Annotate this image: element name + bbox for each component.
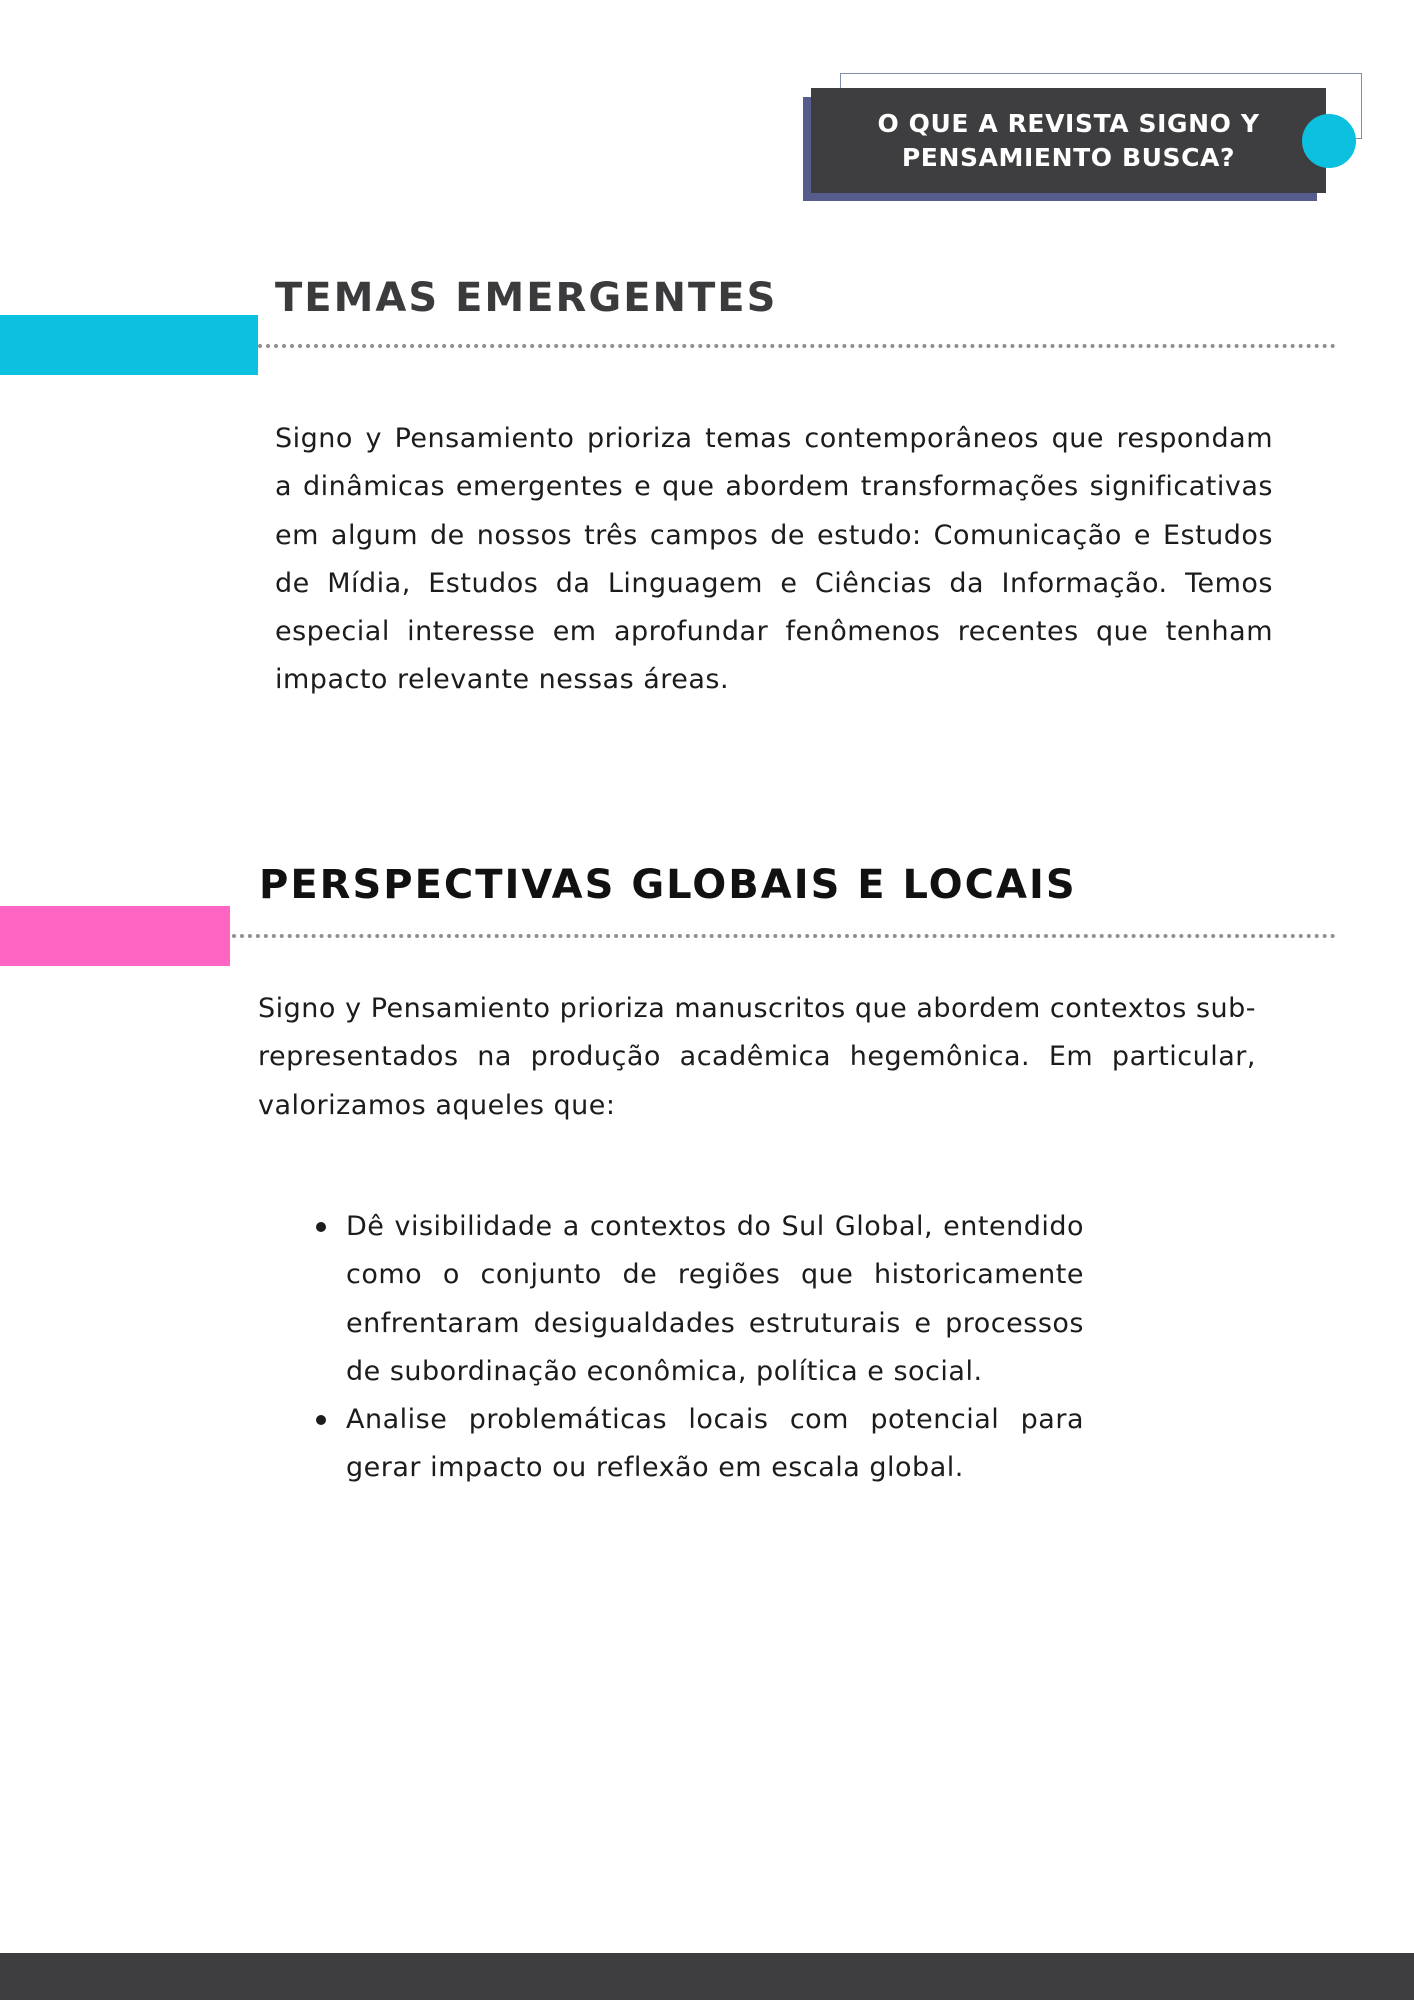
section-1-paragraph: Signo y Pensamiento prioriza temas contemporâneos que respondam a dinâmicas emergentes e que abordem transformações significativas em algum de nossos três campos de estudo: Comunicação e Estudos de Mídia, Estudos da Linguagem e Ciências da Informação. Temos especial interesse em aprofundar fenômenos recentes que tenham impacto relevante nessas áreas. — [275, 423, 1273, 696]
header-badge — [800, 70, 1370, 210]
bullet-icon — [316, 1415, 326, 1425]
list-item-text: Analise problemáticas locais com potencial para gerar impacto ou reflexão em escala global. — [346, 1404, 1084, 1484]
badge-title: O QUE A REVISTA SIGNO Y PENSAMIENTO BUSCA? — [877, 108, 1260, 172]
section-1-divider — [258, 344, 1336, 348]
section-1-title: TEMAS EMERGENTES — [275, 275, 778, 321]
badge-box — [811, 88, 1326, 193]
section-1-accent-bar — [0, 315, 258, 375]
section-2-divider — [232, 934, 1336, 938]
footer-bar — [0, 1953, 1414, 2000]
list-item — [346, 1396, 1084, 1493]
section-2-bullet-list — [346, 1203, 1084, 1493]
bullet-icon — [316, 1222, 326, 1232]
section-2-accent-bar — [0, 906, 230, 966]
badge-circle-icon — [1302, 114, 1356, 168]
list-item-text: Dê visibilidade a contextos do Sul Global, entendido como o conjunto de regiões que historicamente enfrentaram desigualdades estruturais e processos de subordinação econômica, política e social. — [346, 1211, 1084, 1387]
section-2-paragraph: Signo y Pensamiento prioriza manuscritos que abordem contextos sub-representados na produção acadêmica hegemônica. Em particular, valorizamos aqueles que: — [258, 993, 1256, 1121]
section-2-title: PERSPECTIVAS GLOBAIS E LOCAIS — [259, 862, 1077, 908]
list-item — [346, 1203, 1084, 1396]
